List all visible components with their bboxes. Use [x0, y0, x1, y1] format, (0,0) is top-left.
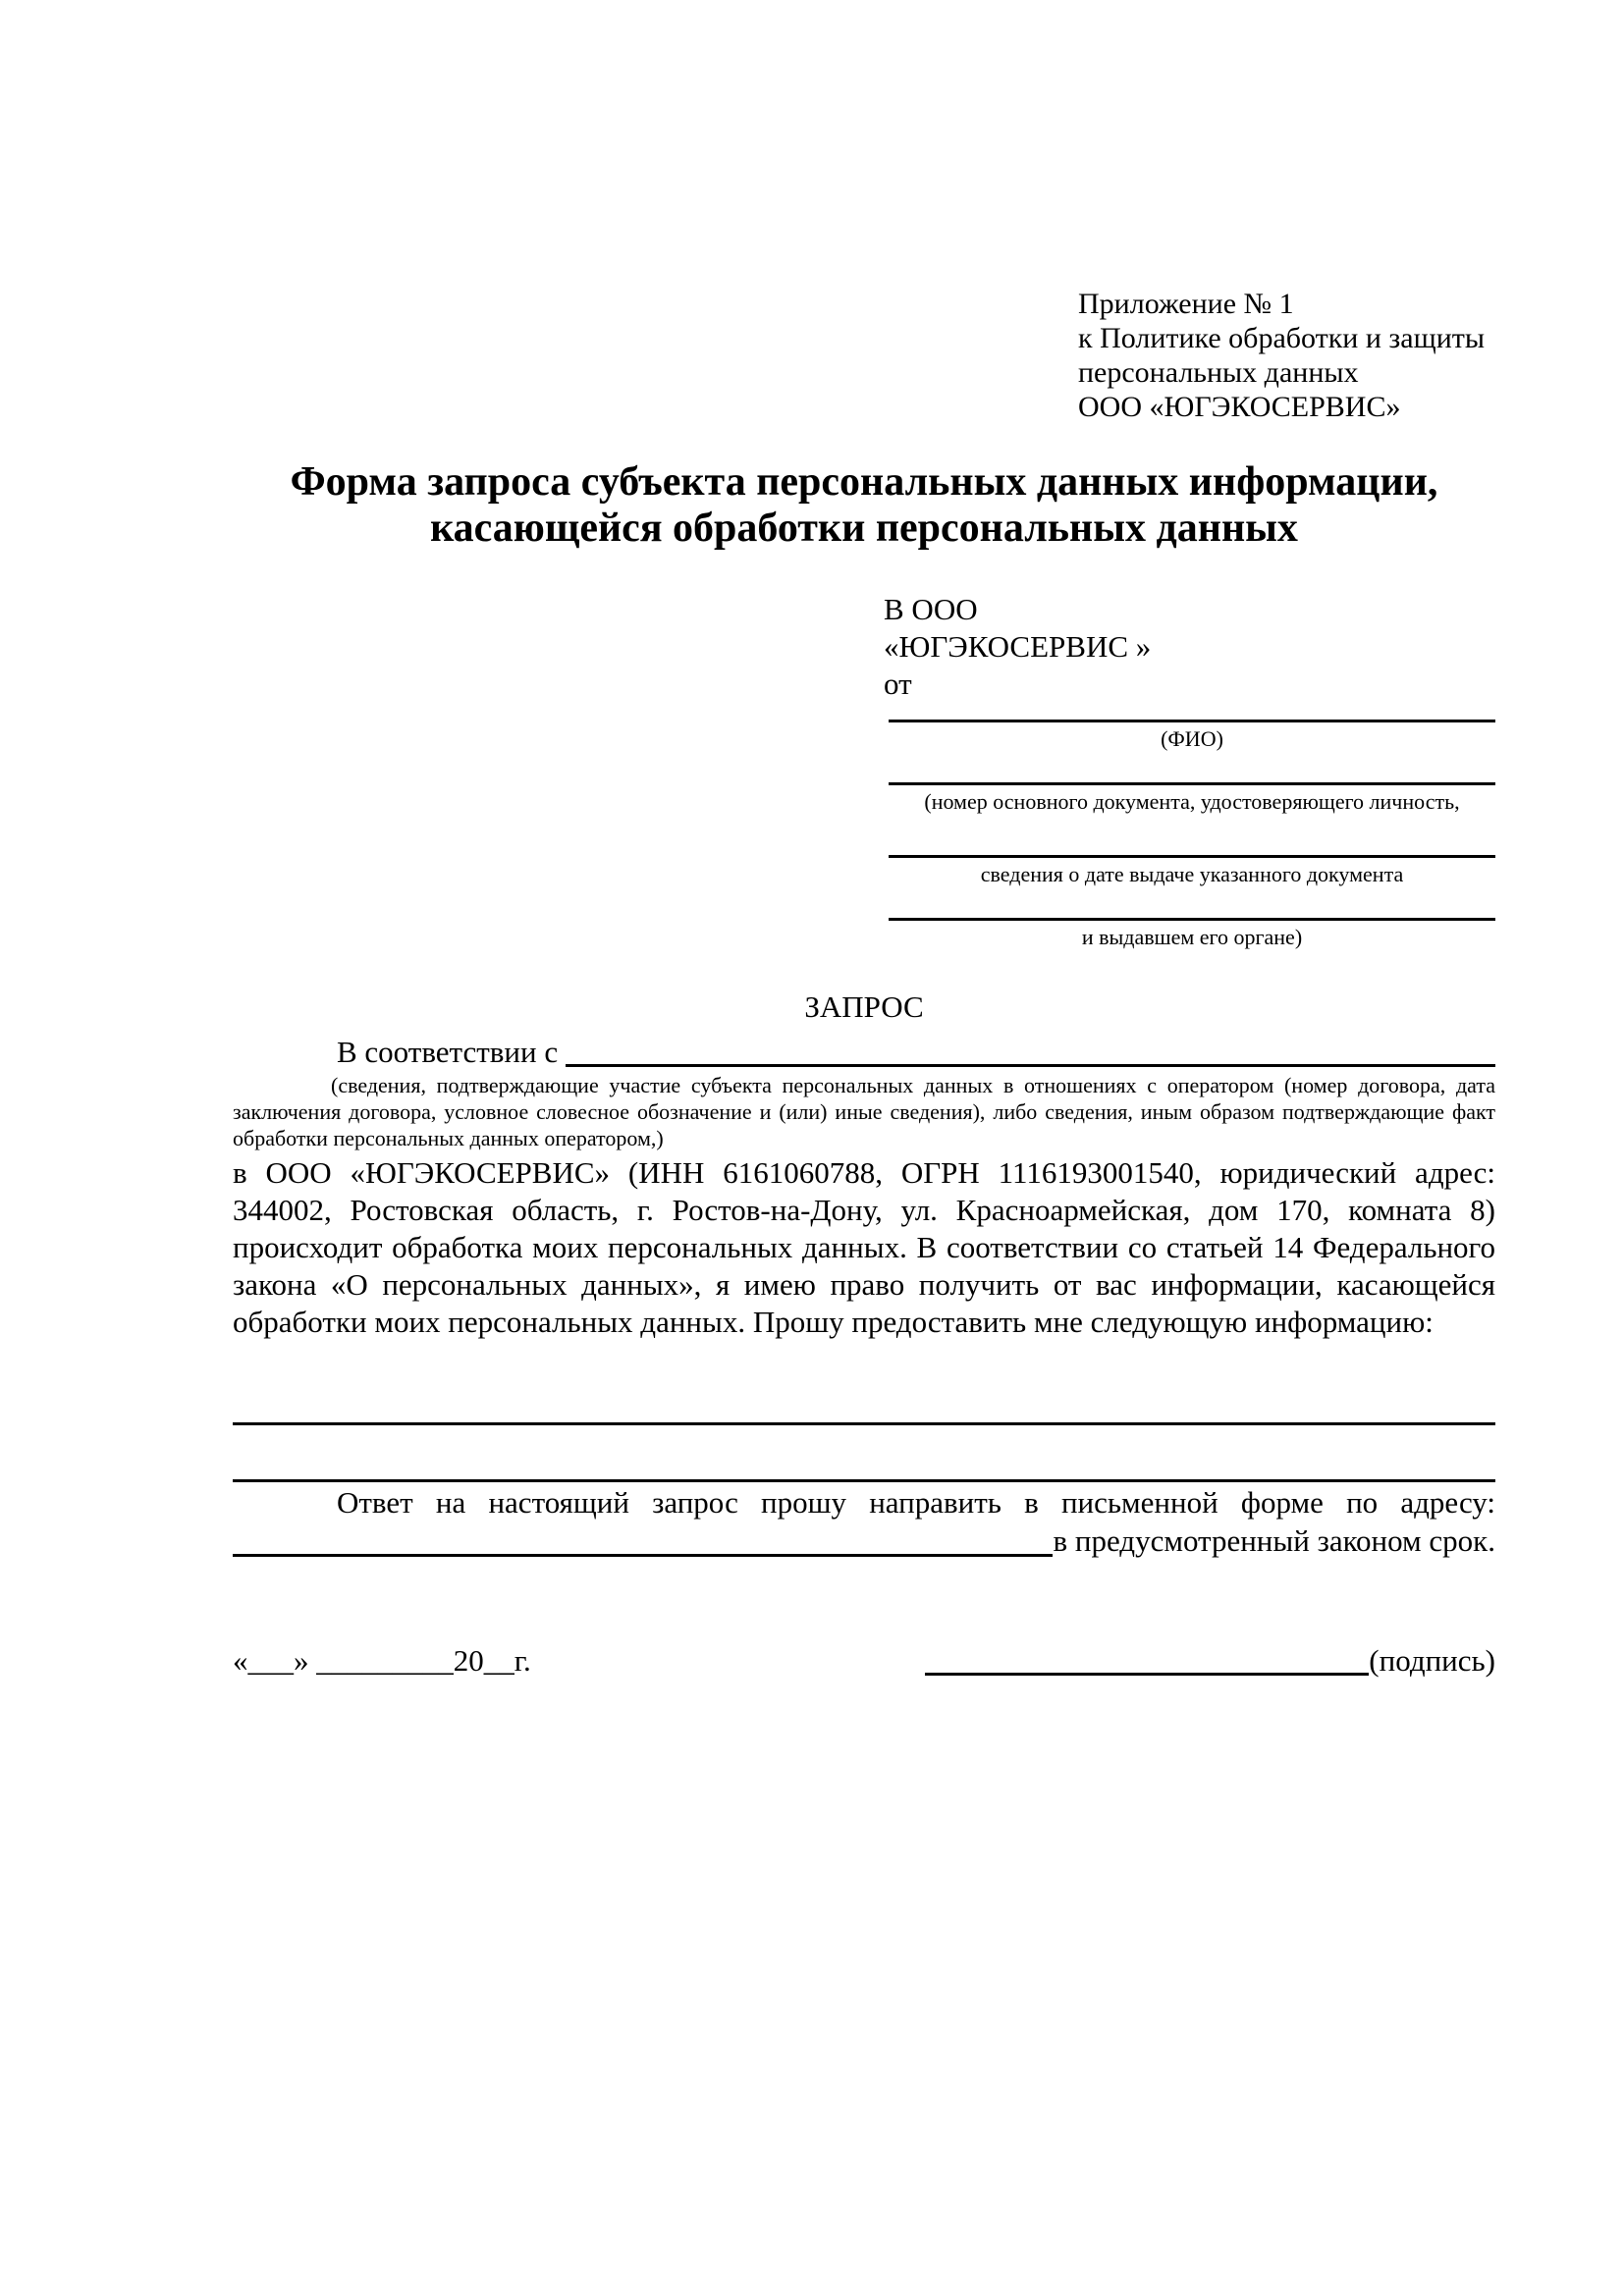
caption-document-number: (номер основного документа, удостоверяющего личность,	[924, 789, 1460, 814]
fine-print-note: (сведения, подтверждающие участие субъекта персональных данных в отношениях с оператором (номер договора, дата заключения договора, условное словесное обозначение и (или) иные сведения), либо сведения, иным образом подтверждающие факт обработки персональных данных оператором,)	[233, 1073, 1495, 1150]
title-line-1: Форма запроса субъекта персональных данных информации,	[290, 459, 1438, 505]
blank-line-info-1	[233, 1422, 1495, 1425]
intro-blank-line	[566, 1064, 1495, 1067]
caption-issue-date: сведения о дате выдаче указанного документа	[980, 862, 1404, 886]
addressee-line: В ООО	[884, 592, 978, 626]
appendix-line: Приложение № 1	[1078, 288, 1294, 320]
reply-line-2	[233, 1522, 1495, 1561]
appendix-line: персональных данных	[1078, 356, 1359, 389]
caption-issuing-authority: и выдавшем его органе)	[1081, 925, 1303, 949]
blank-line-info-2	[233, 1479, 1495, 1482]
blank-line-fio	[889, 720, 1495, 722]
appendix-line: ООО «ЮГЭКОСЕРВИС»	[1078, 391, 1401, 423]
blank-line-issuing-authority	[889, 918, 1495, 921]
caption-fio: (ФИО)	[1161, 726, 1223, 751]
signature-caption: (подпись)	[1369, 1643, 1495, 1678]
blank-line-document-number	[889, 782, 1495, 785]
intro-prefix: В соответствии с	[337, 1035, 559, 1069]
signature-group	[925, 1641, 1495, 1681]
title-line-2: касающейся обработки персональных данных	[430, 506, 1298, 551]
appendix-header	[1078, 287, 1540, 424]
appendix-line: к Политике обработки и защиты	[1078, 322, 1486, 354]
date-blank: «___» _________20__г.	[233, 1643, 531, 1678]
request-heading: ЗАПРОС	[804, 989, 924, 1024]
reply-line-1: Ответ на настоящий запрос прошу направить в письменной форме по адресу:	[337, 1485, 1495, 1520]
document-title	[233, 459, 1495, 552]
request-body: в ООО «ЮГЭКОСЕРВИС» (ИНН 6161060788, ОГРН 1116193001540, юридический адрес: 344002, Ростовская область, г. Ростов-на-Дону, ул. Красноармейская, дом 170, комната 8) происходит обработка моих персональных данных. В соответствии со статьей 14 Федерального закона «О персональных данных», я имею право получить от вас информации, касающейся обработки моих персональных данных. Прошу предоставить мне следующую информацию:	[233, 1155, 1495, 1339]
reply-line-2-suffix: в предусмотренный законом срок.	[1053, 1523, 1495, 1558]
footer-row	[233, 1641, 1495, 1681]
addressee-block	[884, 591, 1512, 703]
reply-blank-line	[233, 1554, 1053, 1557]
signature-blank-line	[925, 1673, 1369, 1676]
intro-row	[233, 1034, 1495, 1071]
addressee-line: от	[884, 667, 912, 701]
addressee-line: «ЮГЭКОСЕРВИС »	[884, 629, 1152, 664]
blank-line-issue-date	[889, 855, 1495, 858]
